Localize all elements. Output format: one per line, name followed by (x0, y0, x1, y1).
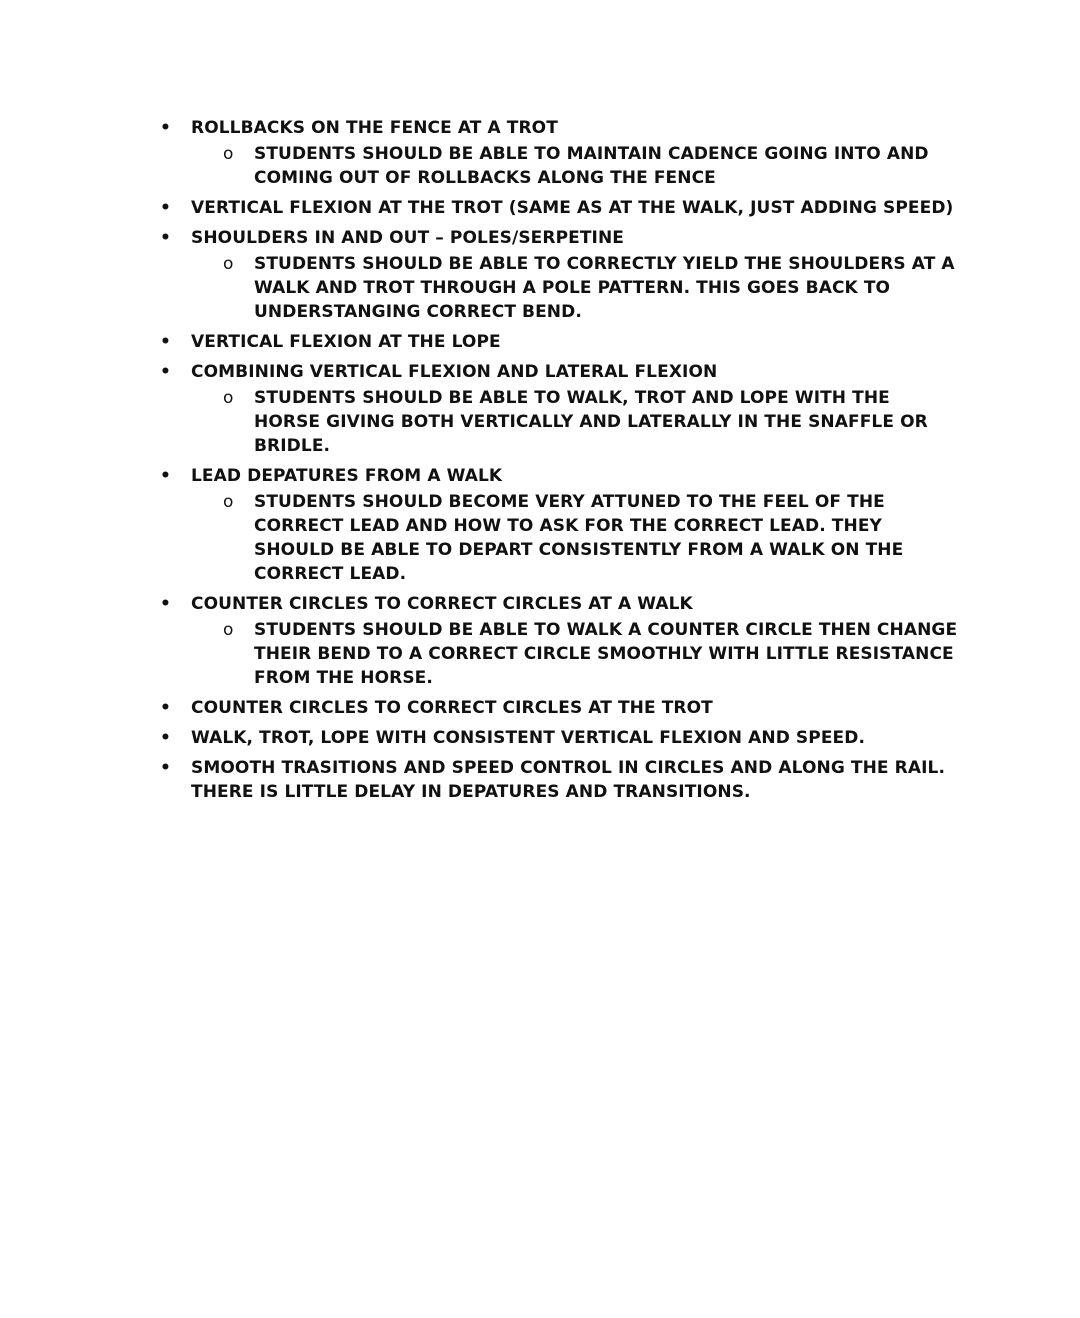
sub-list-item-text: STUDENTS SHOULD BE ABLE TO MAINTAIN CADENCE GOING INTO AND COMING OUT OF ROLLBACKS ALONG THE FENCE (254, 144, 929, 188)
circle-bullet-icon: o (223, 492, 234, 512)
sub-list-item-text: STUDENTS SHOULD BE ABLE TO WALK, TROT AND LOPE WITH THE HORSE GIVING BOTH VERTICALLY AND LATERALLY IN THE SNAFFLE OR BRIDLE. (254, 388, 928, 456)
bullet-icon: • (160, 362, 171, 382)
sub-bullet-list (191, 386, 958, 458)
list-item-text: VERTICAL FLEXION AT THE LOPE (191, 332, 501, 352)
bullet-icon: • (160, 728, 171, 748)
sub-list-item-text: STUDENTS SHOULD BE ABLE TO WALK A COUNTER CIRCLE THEN CHANGE THEIR BEND TO A CORRECT CIRCLE SMOOTHLY WITH LITTLE RESISTANCE FROM THE HORSE. (254, 620, 958, 688)
list-item (158, 756, 958, 804)
sub-list-item (191, 142, 958, 190)
circle-bullet-icon: o (223, 388, 234, 408)
list-item-text: COUNTER CIRCLES TO CORRECT CIRCLES AT THE TROT (191, 698, 713, 718)
list-item (158, 360, 958, 458)
list-item (158, 226, 958, 324)
bullet-icon: • (160, 228, 171, 248)
list-item (158, 116, 958, 190)
list-item-text: COMBINING VERTICAL FLEXION AND LATERAL FLEXION (191, 362, 718, 382)
sub-list-item (191, 618, 958, 690)
sub-list-item (191, 252, 958, 324)
bullet-icon: • (160, 466, 171, 486)
circle-bullet-icon: o (223, 254, 234, 274)
list-item-text: SMOOTH TRASITIONS AND SPEED CONTROL IN CIRCLES AND ALONG THE RAIL. THERE IS LITTLE DELAY IN DEPATURES AND TRANSITIONS. (191, 758, 946, 802)
document-content (158, 116, 958, 810)
list-item-text: COUNTER CIRCLES TO CORRECT CIRCLES AT A WALK (191, 594, 693, 614)
sub-list-item-text: STUDENTS SHOULD BECOME VERY ATTUNED TO THE FEEL OF THE CORRECT LEAD AND HOW TO ASK FOR THE CORRECT LEAD. THEY SHOULD BE ABLE TO DEPART CONSISTENTLY FROM A WALK ON THE CORRECT LEAD. (254, 492, 904, 584)
bullet-icon: • (160, 698, 171, 718)
sub-list-item (191, 386, 958, 458)
list-item (158, 696, 958, 720)
sub-bullet-list (191, 490, 958, 586)
bullet-icon: • (160, 198, 171, 218)
bullet-icon: • (160, 758, 171, 778)
sub-list-item-text: STUDENTS SHOULD BE ABLE TO CORRECTLY YIELD THE SHOULDERS AT A WALK AND TROT THROUGH A POLE PATTERN. THIS GOES BACK TO UNDERSTANGING CORRECT BEND. (254, 254, 955, 322)
list-item (158, 196, 958, 220)
bullet-icon: • (160, 118, 171, 138)
list-item-text: ROLLBACKS ON THE FENCE AT A TROT (191, 118, 558, 138)
sub-list-item (191, 490, 958, 586)
sub-bullet-list (191, 142, 958, 190)
list-item (158, 592, 958, 690)
sub-bullet-list (191, 252, 958, 324)
bullet-list (158, 116, 958, 804)
circle-bullet-icon: o (223, 620, 234, 640)
circle-bullet-icon: o (223, 144, 234, 164)
list-item (158, 464, 958, 586)
list-item-text: WALK, TROT, LOPE WITH CONSISTENT VERTICAL FLEXION AND SPEED. (191, 728, 866, 748)
list-item-text: VERTICAL FLEXION AT THE TROT (SAME AS AT THE WALK, JUST ADDING SPEED) (191, 198, 954, 218)
bullet-icon: • (160, 332, 171, 352)
sub-bullet-list (191, 618, 958, 690)
list-item-text: SHOULDERS IN AND OUT – POLES/SERPETINE (191, 228, 624, 248)
list-item (158, 726, 958, 750)
list-item-text: LEAD DEPATURES FROM A WALK (191, 466, 503, 486)
list-item (158, 330, 958, 354)
bullet-icon: • (160, 594, 171, 614)
